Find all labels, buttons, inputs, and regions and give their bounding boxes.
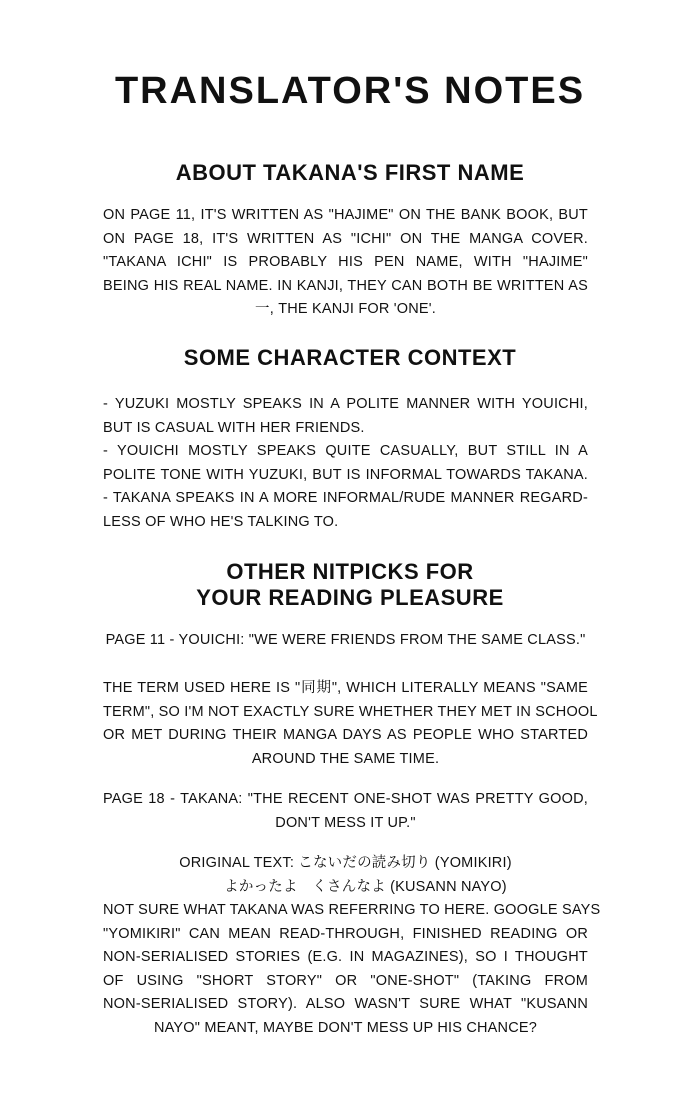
text-line: OF USING "SHORT STORY" OR "ONE-SHOT" (TAKING FROM bbox=[103, 972, 588, 989]
text-line: BEING HIS REAL NAME. IN KANJI, THEY CAN BOTH BE WRITTEN AS bbox=[103, 277, 588, 294]
text-line: THE TERM USED HERE IS "同期", WHICH LITERALLY MEANS "SAME bbox=[103, 680, 588, 696]
text-line: NAYO" MEANT, MAYBE DON'T MESS UP HIS CHANCE? bbox=[153, 1019, 538, 1036]
text-line: NON-SERIALISED STORY). ALSO WASN'T SURE WHAT "KUSANN bbox=[103, 996, 588, 1012]
text-line: OR MET DURING THEIR MANGA DAYS AS PEOPLE WHO STARTED bbox=[103, 727, 588, 743]
quote-page-18 bbox=[103, 788, 588, 835]
text-line: よかったよ くさんなよ (KUSANN NAYO) bbox=[224, 878, 507, 895]
text-line: - YOUICHI MOSTLY SPEAKS QUITE CASUALLY, BUT STILL IN A bbox=[103, 443, 588, 459]
same-term-paragraph bbox=[103, 677, 598, 771]
text-line: ORIGINAL TEXT: こないだの読み切り (YOMIKIRI) bbox=[179, 855, 512, 871]
text-line: LESS OF WHO HE'S TALKING TO. bbox=[103, 513, 339, 530]
first-name-paragraph bbox=[103, 204, 588, 322]
text-line: PAGE 18 - TAKANA: "THE RECENT ONE-SHOT WAS PRETTY GOOD, bbox=[103, 791, 588, 807]
text-line: "YOMIKIRI" CAN MEAN READ-THROUGH, FINISHED READING OR bbox=[103, 925, 588, 942]
text-line: POLITE TONE WITH YUZUKI, BUT IS INFORMAL TOWARDS TAKANA. bbox=[103, 466, 588, 483]
text-line: AROUND THE SAME TIME. bbox=[251, 750, 440, 767]
heading-first-name: ABOUT TAKANA'S FIRST NAME bbox=[175, 160, 525, 185]
text-line: 一, THE KANJI FOR 'ONE'. bbox=[255, 301, 436, 317]
page-title: TRANSLATOR'S NOTES bbox=[114, 70, 586, 112]
text-line: ON PAGE 11, IT'S WRITTEN AS "HAJIME" ON THE BANK BOOK, BUT bbox=[103, 207, 588, 223]
heading-nitpicks-line2: YOUR READING PLEASURE bbox=[196, 585, 504, 610]
text-line: ON PAGE 18, IT'S WRITTEN AS "ICHI" ON THE MANGA COVER. bbox=[103, 230, 588, 247]
text-line: TERM", SO I'M NOT EXACTLY SURE WHETHER THEY MET IN SCHOOL bbox=[103, 703, 598, 720]
text-line: DON'T MESS IT UP." bbox=[275, 814, 416, 831]
text-line: NON-SERIALISED STORIES (E.G. IN MAGAZINES), SO I THOUGHT bbox=[103, 949, 588, 965]
text-line: - YUZUKI MOSTLY SPEAKS IN A POLITE MANNER WITH YOUICHI, bbox=[103, 396, 588, 412]
heading-nitpicks: OTHER NITPICKS FOR bbox=[226, 559, 474, 584]
quote-page-11 bbox=[103, 629, 588, 653]
text-line: "TAKANA ICHI" IS PROBABLY HIS PEN NAME, WITH "HAJIME" bbox=[103, 254, 588, 270]
text-line: - TAKANA SPEAKS IN A MORE INFORMAL/RUDE MANNER REGARD- bbox=[103, 490, 588, 506]
text-line: PAGE 11 - YOUICHI: "WE WERE FRIENDS FROM THE SAME CLASS." bbox=[105, 632, 586, 648]
original-text bbox=[103, 852, 588, 899]
heading-character-context: SOME CHARACTER CONTEXT bbox=[183, 345, 517, 370]
text-line: BUT IS CASUAL WITH HER FRIENDS. bbox=[103, 419, 365, 436]
character-context-paragraph bbox=[103, 393, 588, 534]
text-line: NOT SURE WHAT TAKANA WAS REFERRING TO HERE. GOOGLE SAYS bbox=[103, 902, 601, 918]
yomikiri-paragraph bbox=[103, 899, 601, 1040]
